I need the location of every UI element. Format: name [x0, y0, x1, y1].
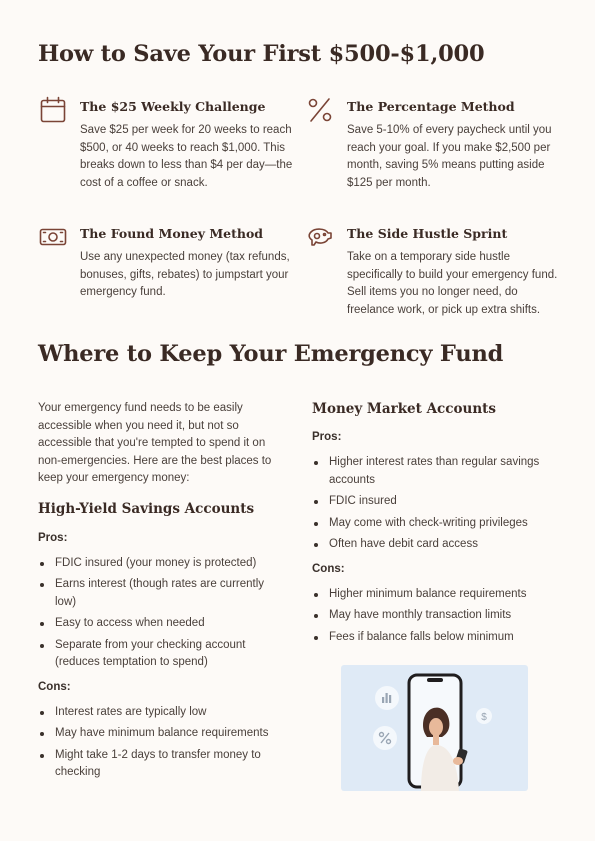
- method-description: Take on a temporary side hustle specifically to build your emergency fund. Sell items you no longer need, do freelance work, or pick up extra shifts.: [347, 251, 558, 316]
- right-column: [312, 401, 544, 650]
- list-item: Higher minimum balance requirements: [312, 586, 544, 604]
- section-title-save-first: How to Save Your First $500-$1,000: [38, 41, 485, 67]
- list-item: Separate from your checking account (reduces temptation to spend): [38, 637, 288, 672]
- phone-savings-illustration: [341, 665, 528, 791]
- left-column: [38, 400, 288, 786]
- method-description: Save $25 per week for 20 weeks to reach $500, or 40 weeks to reach $1,000. This breaks down to less than $4 per day—the cost of a coffee or snack.: [80, 124, 293, 189]
- list-item: Might take 1-2 days to transfer money to checking: [38, 747, 288, 782]
- illustration-graphic: [341, 665, 528, 791]
- hysa-heading: High-Yield Savings Accounts: [38, 500, 255, 517]
- dollar-glyph: $: [481, 712, 487, 723]
- piggy-bank-icon: [306, 223, 334, 251]
- mma-pros-list: [312, 454, 544, 554]
- list-item: Easy to access when needed: [38, 615, 288, 633]
- method-weekly-challenge: [39, 96, 293, 196]
- hysa-cons-label: Cons:: [38, 680, 71, 693]
- list-item: Interest rates are typically low: [38, 704, 288, 722]
- section-title-where-to-keep: Where to Keep Your Emergency Fund: [38, 341, 504, 367]
- method-percentage: [306, 96, 556, 196]
- list-item: FDIC insured: [312, 493, 544, 511]
- hysa-pros-list: [38, 555, 288, 672]
- method-title: The Found Money Method: [80, 226, 264, 241]
- list-item: FDIC insured (your money is protected): [38, 555, 288, 573]
- percent-icon: [306, 96, 334, 124]
- hysa-pros-label: Pros:: [38, 531, 68, 544]
- list-item: Often have debit card access: [312, 536, 544, 554]
- method-description: Save 5-10% of every paycheck until you reach your goal. If you make $2,500 per month, saving 5% means putting aside $125 per month.: [347, 124, 552, 189]
- list-item: May have minimum balance requirements: [38, 725, 288, 743]
- mma-cons-list: [312, 586, 544, 647]
- list-item: Fees if balance falls below minimum: [312, 629, 544, 647]
- calendar-icon: [39, 96, 67, 124]
- mma-cons-label: Cons:: [312, 562, 345, 575]
- method-title: The $25 Weekly Challenge: [80, 99, 266, 114]
- method-side-hustle: [306, 223, 556, 323]
- banknote-icon: [39, 223, 67, 251]
- method-title: The Percentage Method: [347, 99, 515, 114]
- list-item: May come with check-writing privileges: [312, 515, 544, 533]
- method-description: Use any unexpected money (tax refunds, bonuses, gifts, rebates) to jumpstart your emergency fund.: [80, 251, 290, 298]
- mma-pros-label: Pros:: [312, 431, 342, 443]
- mma-heading: Money Market Accounts: [312, 401, 496, 417]
- intro-paragraph: Your emergency fund needs to be easily accessible when you need it, but not so accessible that you're tempted to spend it on non-emergencies. Here are the best places to keep your emergency money:: [38, 402, 272, 484]
- method-title: The Side Hustle Sprint: [347, 226, 508, 241]
- list-item: Earns interest (though rates are currently low): [38, 576, 288, 611]
- list-item: Higher interest rates than regular savings accounts: [312, 454, 544, 489]
- hysa-cons-list: [38, 704, 288, 782]
- list-item: May have monthly transaction limits: [312, 607, 544, 625]
- method-found-money: [39, 223, 289, 313]
